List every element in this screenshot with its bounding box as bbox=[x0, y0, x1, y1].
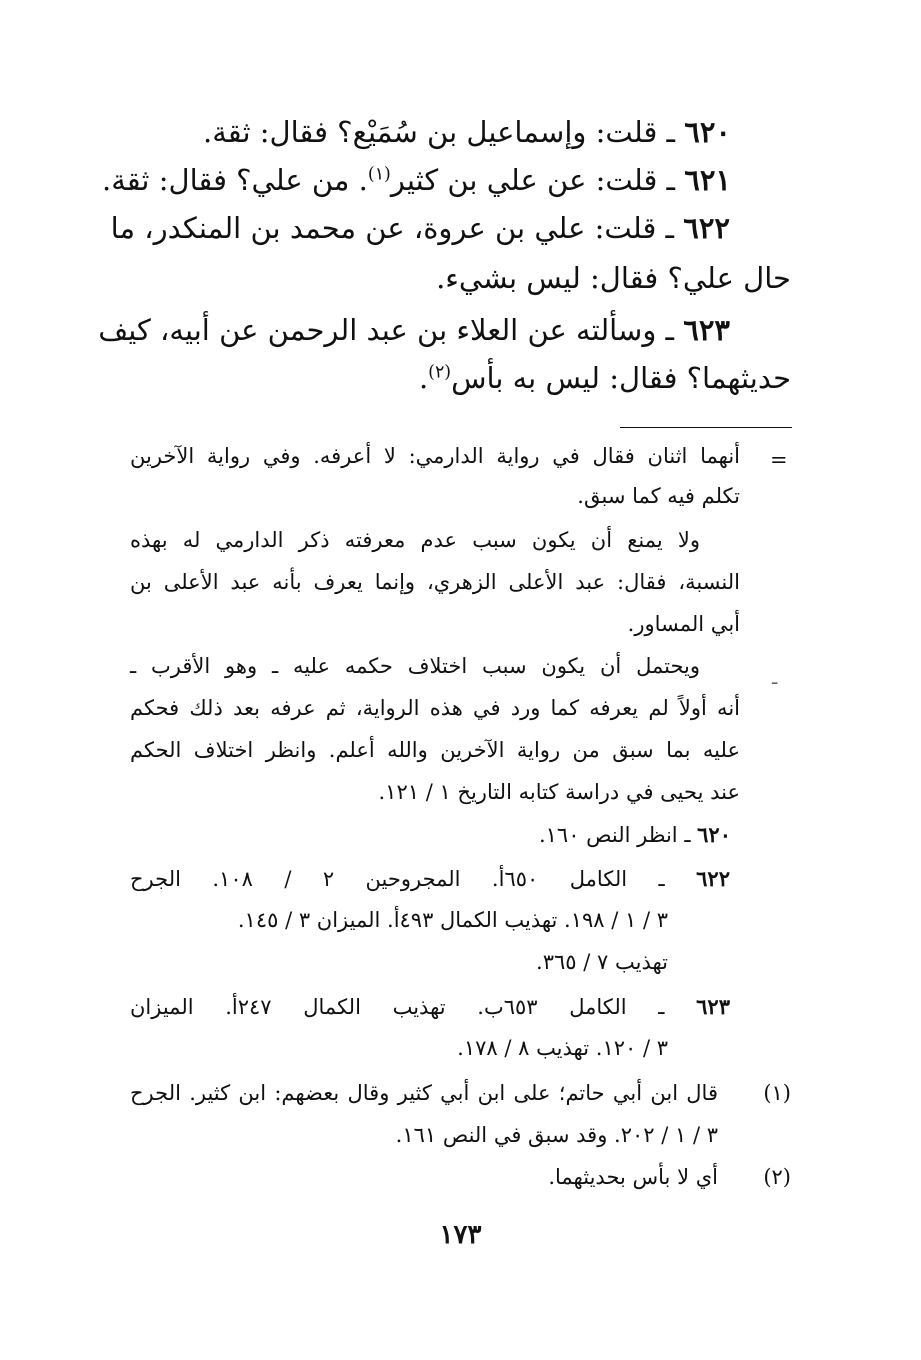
entry-number: ٦٢١ bbox=[684, 163, 731, 197]
note-line: ولا يمنع أن يكون سبب عدم معرفته ذكر الدارمي له بهذه bbox=[130, 528, 700, 552]
footnote-1-mark: (١) bbox=[763, 1081, 791, 1105]
entry-text: . من علي؟ فقال: ثقة. bbox=[102, 163, 368, 197]
note-line: تكلم فيه كما سبق. bbox=[577, 484, 740, 508]
entry-622-line2 bbox=[436, 261, 791, 295]
entry-text: حال علي؟ فقال: ليس بشيء. bbox=[436, 261, 791, 295]
entry-number: ٦٢٣ bbox=[683, 313, 730, 347]
entry-text: حديثهما؟ فقال: ليس به بأس bbox=[451, 361, 791, 395]
note-line: أنهما اثنان فقال في رواية الدارمي: لا أعرفه. وفي رواية الآخرين bbox=[130, 444, 740, 468]
entry-623-line2 bbox=[418, 361, 791, 395]
footnote-1-line1: قال ابن أبي حاتم؛ على ابن أبي كثير وقال بعضهم: ابن كثير. الجرح bbox=[130, 1081, 718, 1105]
reference-text: ـ الكامل ٦٥٣ب. تهذيب الكمال ٢٤٧أ. الميزان bbox=[130, 995, 665, 1019]
footnote-2-mark: (٢) bbox=[763, 1165, 791, 1189]
reference-number: ٦٢٢ bbox=[696, 866, 730, 891]
footnote-separator bbox=[620, 427, 792, 428]
entry-text: ـ قلت: علي بن عروة، عن محمد بن المنكدر، ما bbox=[110, 211, 675, 245]
note-line: أبي المساور. bbox=[627, 612, 740, 636]
entry-text: ـ وسألته عن العلاء بن عبد الرحمن عن أبيه، كيف bbox=[98, 313, 675, 347]
reference-623-line1 bbox=[130, 996, 730, 1018]
entry-number: ٦٢٢ bbox=[683, 211, 730, 245]
entry-text: ـ قلت: وإسماعيل بن سُمَيْع؟ فقال: ثقة. bbox=[203, 115, 676, 149]
reference-622-line1 bbox=[130, 868, 730, 890]
note-line: عليه بما سبق من رواية الآخرين والله أعلم. وانظر اختلاف الحكم bbox=[130, 738, 740, 762]
footnote-ref: (١) bbox=[367, 164, 391, 185]
note-line: النسبة، فقال: عبد الأعلى الزهري، وإنما يعرف بأنه عبد الأعلى بن bbox=[130, 570, 740, 594]
entry-text: . bbox=[418, 361, 429, 395]
continuation-marker: = bbox=[770, 448, 788, 472]
entry-620 bbox=[203, 115, 731, 149]
reference-number: ٦٢٠ bbox=[697, 822, 731, 847]
footnote-ref: (٢) bbox=[428, 362, 452, 383]
footnote-2-line1: أي لا بأس بحديثهما. bbox=[548, 1165, 718, 1189]
entry-number: ٦٢٠ bbox=[684, 115, 731, 149]
note-line: عند يحيى في دراسة كتابه التاريخ ١ / ١٢١. bbox=[378, 780, 740, 804]
reference-text: ـ انظر النص ١٦٠. bbox=[538, 823, 691, 847]
reference-text: ـ الكامل ٦٥٠أ. المجروحين ٢ / ١٠٨. الجرح bbox=[130, 867, 665, 891]
entry-623-line1 bbox=[98, 313, 730, 347]
note-line: أنه أولاً لم يعرفه كما ورد في هذه الرواية، ثم عرفه بعد ذلك فحكم bbox=[130, 696, 740, 720]
reference-622-line3: تهذيب ٧ / ٣٦٥. bbox=[536, 950, 668, 974]
page-number: ١٧٣ bbox=[439, 1220, 482, 1250]
note-line: ويحتمل أن يكون سبب اختلاف حكمه عليه ـ وهو الأقرب ـ bbox=[130, 654, 700, 678]
reference-623-line2: ٣ / ١٢٠. تهذيب ٨ / ١٧٨. bbox=[457, 1036, 668, 1060]
stray-mark: ـ bbox=[772, 668, 778, 689]
entry-621 bbox=[102, 163, 731, 197]
reference-number: ٦٢٣ bbox=[696, 994, 730, 1019]
reference-622-line2: ٣ / ١ / ١٩٨. تهذيب الكمال ٤٩٣أ. الميزان ٣ / ١٤٥. bbox=[237, 908, 668, 932]
entry-622-line1 bbox=[110, 211, 730, 245]
footnote-1-line2: ٣ / ١ / ٢٠٢. وقد سبق في النص ١٦١. bbox=[395, 1123, 718, 1147]
reference-620 bbox=[539, 824, 731, 846]
entry-text: ـ قلت: عن علي بن كثير bbox=[390, 163, 676, 197]
